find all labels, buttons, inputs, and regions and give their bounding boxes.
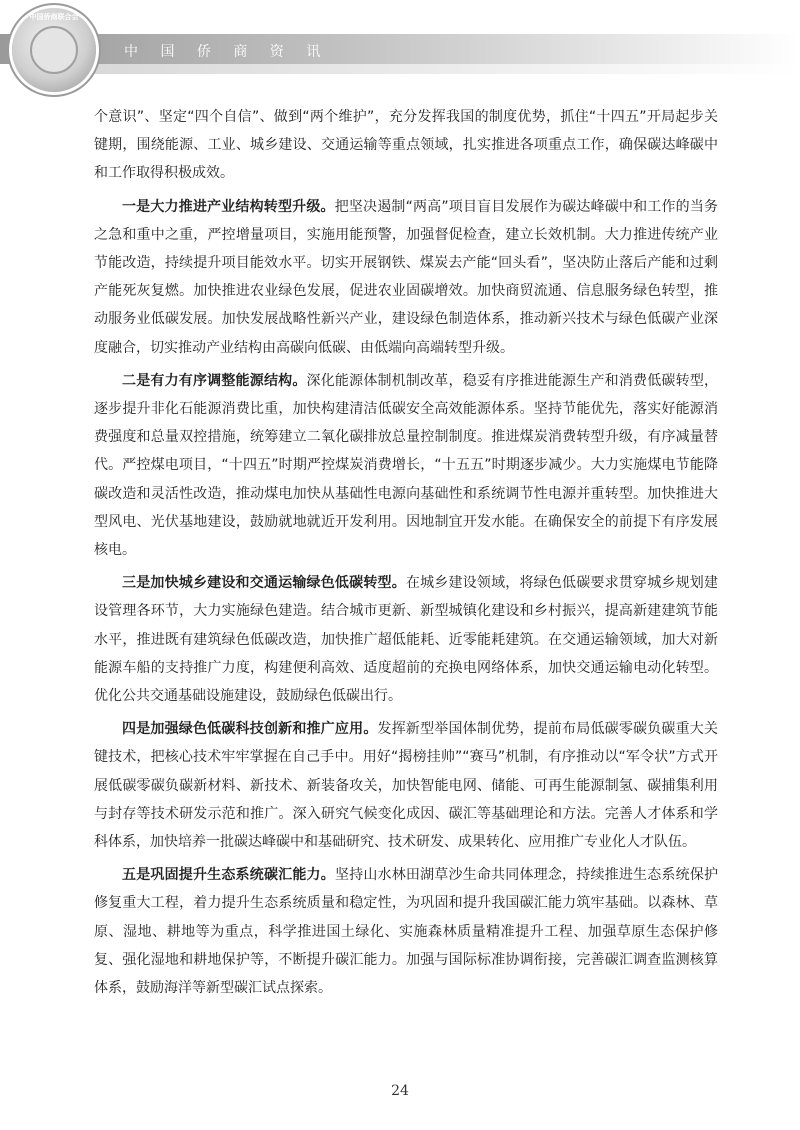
publication-logo-icon <box>12 8 96 92</box>
page-header <box>0 0 800 90</box>
paragraph-text: 发挥新型举国体制优势，提前布局低碳零碳负碳重大关键技术，把核心技术牢牢掌握在自己手中。用好“揭榜挂帅”“赛马”机制，有序推动以“军令状”方式开展低碳零碳负碳新材料、新技术、新装备攻关，加快智能电网、储能、可再生能源制氢、碳捕集利用与封存等技术研发示范和推广。深入研究气候变化成因、碳汇等基础理论和方法。完善人才体系和学科体系，加快培养一批碳达峰碳中和基础研究、技术研发、成果转化、应用推广专业化人才队伍。 <box>94 721 719 851</box>
header-band <box>0 34 800 64</box>
header-shadow <box>80 64 800 74</box>
paragraph-text: 个意识”、坚定“四个自信”、做到“两个维护”，充分发挥我国的制度优势，抓住“十四五”开局起步关键期，围绕能源、工业、城乡建设、交通运输等重点领域，扎实推进各项重点工作，确保碳达峰碳中和工作取得积极成效。 <box>94 109 718 182</box>
paragraph-technology <box>94 715 718 856</box>
header-title: 中 国 侨 商 资 讯 <box>124 44 330 60</box>
page-number: 24 <box>391 1083 409 1099</box>
paragraph-lead: 一是大力推进产业结构转型升级。 <box>122 198 335 215</box>
paragraph-industry <box>94 193 718 362</box>
paragraph-text: 深化能源体制机制改革，稳妥有序推进能源生产和消费低碳转型，逐步提升非化石能源消费比重，加快构建清洁低碳安全高效能源体系。坚持节能优先，落实好能源消费强度和总量双控措施，统筹建立二氧化碳排放总量控制制度。推进煤炭消费转型升级，有序减量替代。严控煤电项目，“十四五”时期严控煤炭消费增长，“十五五”时期逐步减少。大力实施煤电节能降碳改造和灵活性改造，推动煤电加快从基础性电源向基础性和系统调节性电源并重转型。加快推进大型风电、光伏基地建设，鼓励就地就近开发利用。因地制宜开发水能。在确保安全的前提下有序发展核电。 <box>94 372 719 559</box>
paragraph-carbon-sink <box>94 861 718 1002</box>
paragraph-lead: 三是加快城乡建设和交通运输绿色低碳转型。 <box>122 575 406 592</box>
logo-emblem-icon <box>30 26 78 74</box>
paragraph-lead: 五是巩固提升生态系统碳汇能力。 <box>122 867 335 884</box>
paragraph-text: 把坚决遏制“两高”项目盲目发展作为碳达峰碳中和工作的当务之急和重中之重，严控增量项目，实施用能预警，加强督促检查，建立长效机制。大力推进传统产业节能改造，持续提升项目能效水平。切实开展钢铁、煤炭去产能“回头看”，坚决防止落后产能和过剩产能死灰复燃。加快推进农业绿色发展，促进农业固碳增效。加快商贸流通、信息服务绿色转型，推动服务业低碳发展。加快发展战略性新兴产业，建设绿色制造体系，推动新兴技术与绿色低碳产业深度融合，切实推动产业结构由高碳向低碳、由低端向高端转型升级。 <box>94 198 719 356</box>
paragraph-energy <box>94 367 718 564</box>
article-body <box>94 103 718 1007</box>
paragraph-urban-transport <box>94 569 718 710</box>
paragraph-continuation <box>94 103 718 188</box>
paragraph-text: 坚持山水林田湖草沙生命共同体理念，持续推进生态系统保护修复重大工程，着力提升生态系统质量和稳定性，为巩固和提升我国碳汇能力筑牢基础。以森林、草原、湿地、耕地等为重点，科学推进国土绿化、实施森林质量精准提升工程、加强草原生态保护修复、强化湿地和耕地保护等，不断提升碳汇能力。加强与国际标准协调衔接，完善碳汇调查监测核算体系，鼓励海洋等新型碳汇试点探索。 <box>94 867 719 997</box>
logo-text: 中国侨商联合会 <box>29 13 79 21</box>
paragraph-text: 在城乡建设领域，将绿色低碳要求贯穿城乡规划建设管理各环节，大力实施绿色建造。结合城市更新、新型城镇化建设和乡村振兴，提高新建建筑节能水平，推进既有建筑绿色低碳改造，加快推广超低能耗、近零能耗建筑。在交通运输领域，加大对新能源车船的支持推广力度，构建便利高效、适度超前的充换电网络体系，加快交通运输电动化转型。优化公共交通基础设施建设，鼓励绿色低碳出行。 <box>94 575 719 705</box>
paragraph-lead: 四是加强绿色低碳科技创新和推广应用。 <box>122 721 378 738</box>
paragraph-lead: 二是有力有序调整能源结构。 <box>122 372 307 389</box>
